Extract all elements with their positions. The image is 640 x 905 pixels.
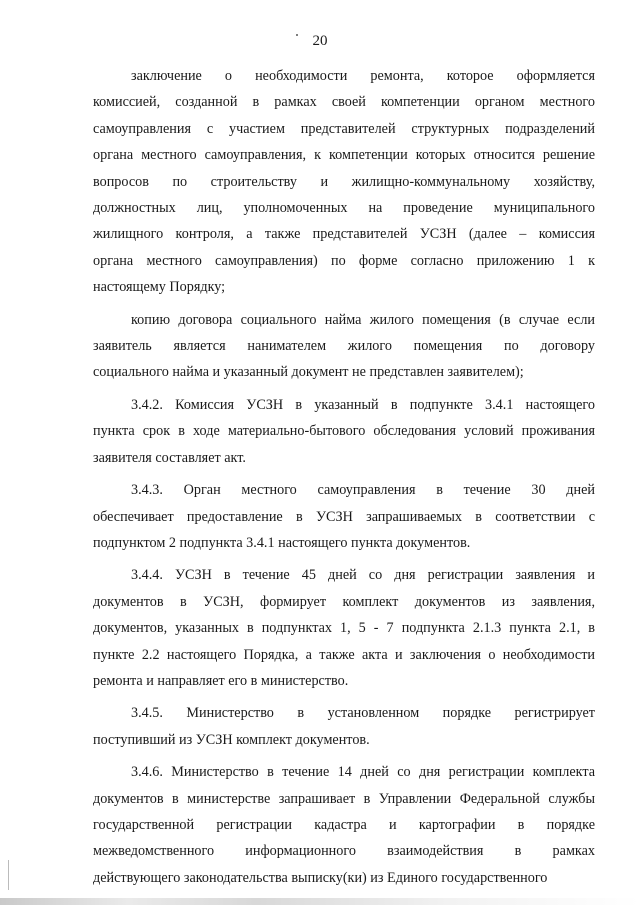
text-line: обеспечивает предоставление в УСЗН запрашиваемых в соответствии с <box>93 508 595 525</box>
text-line: государственной регистрации кадастра и картографии в порядке <box>93 816 595 833</box>
text-line: документов в министерстве запрашивает в Управлении Федеральной службы <box>93 790 595 807</box>
text-line: заявителя составляет акт. <box>93 449 246 466</box>
paragraph <box>93 63 595 301</box>
document-body <box>93 63 595 891</box>
text-line: 3.4.6. Министерство в течение 14 дней со дня регистрации комплекта <box>131 764 595 781</box>
text-line: комиссией, созданной в рамках своей компетенции органом местного <box>93 94 595 111</box>
text-line: настоящему Порядку; <box>93 279 226 296</box>
scan-bottom-edge <box>0 898 640 905</box>
text-line: копию договора социального найма жилого помещения (в случае если <box>131 311 595 328</box>
text-line: документов, указанных в подпунктах 1, 5 - 7 подпункта 2.1.3 пункта 2.1, в <box>93 620 595 637</box>
text-line: 3.4.2. Комиссия УСЗН в указанный в подпункте 3.4.1 настоящего <box>131 396 595 413</box>
text-line: подпунктом 2 подпункта 3.4.1 настоящего пункта документов. <box>93 534 471 551</box>
text-line: 3.4.4. УСЗН в течение 45 дней со дня регистрации заявления и <box>131 567 595 584</box>
text-line: документов в УСЗН, формирует комплект документов из заявления, <box>93 593 595 610</box>
text-line: органа местного самоуправления) по форме согласно приложению 1 к <box>93 252 595 269</box>
paragraph <box>93 759 595 891</box>
text-line: пункта срок в ходе материально-бытового обследования условий проживания <box>93 423 595 440</box>
text-line: ремонта и направляет его в министерство. <box>93 672 349 689</box>
paragraph <box>93 477 595 556</box>
text-line: заключение о необходимости ремонта, которое оформляется <box>131 68 595 84</box>
page-number: 20 <box>312 33 328 49</box>
text-line: вопросов по строительству и жилищно-коммунальному хозяйству, <box>93 173 595 190</box>
paragraph <box>93 562 595 694</box>
scan-edge-mark <box>8 860 9 890</box>
text-line: самоуправления с участием представителей структурных подразделений <box>93 120 595 137</box>
text-line: поступивший из УСЗН комплект документов. <box>93 731 370 748</box>
text-line: пункте 2.2 настоящего Порядка, а также акта и заключения о необходимости <box>93 646 595 663</box>
text-line: заявитель является нанимателем жилого помещения по договору <box>93 338 595 355</box>
text-line: 3.4.3. Орган местного самоуправления в течение 30 дней <box>131 482 595 499</box>
paragraph <box>93 307 595 386</box>
paragraph <box>93 700 595 753</box>
text-line: жилищного контроля, а также представителей УСЗН (далее – комиссия <box>93 226 595 243</box>
text-line: межведомственного информационного взаимодействия в рамках <box>93 843 595 860</box>
text-line: органа местного самоуправления, к компетенции которых относится решение <box>93 147 595 164</box>
text-line: должностных лиц, уполномоченных на проведение муниципального <box>93 200 595 217</box>
text-line: 3.4.5. Министерство в установленном порядке регистрирует <box>131 705 595 722</box>
paragraph <box>93 392 595 471</box>
text-line: действующего законодательства выписку(ки) из Единого государственного <box>93 869 548 886</box>
text-line: социального найма и указанный документ не представлен заявителем); <box>93 364 524 381</box>
